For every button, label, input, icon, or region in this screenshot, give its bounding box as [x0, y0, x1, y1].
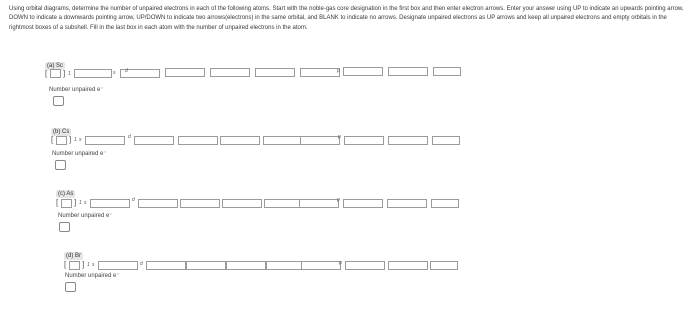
d-orbital-box-3[interactable]: [220, 136, 260, 145]
noble-gas-core-box[interactable]: [56, 136, 67, 145]
unpaired-label: Number unpaired e⁻: [65, 273, 120, 279]
d-orbital-box-5[interactable]: [300, 136, 340, 145]
s-orbital-box[interactable]: [85, 136, 125, 145]
p-orbital-box-1[interactable]: [344, 136, 384, 145]
d-orbital-box-1[interactable]: [138, 199, 178, 208]
unpaired-count-input[interactable]: [65, 282, 76, 292]
unpaired-count-input[interactable]: [55, 160, 66, 170]
d-orbital-box-3[interactable]: [226, 261, 266, 270]
close-bracket: ]: [63, 69, 66, 78]
s-orbital-box[interactable]: [90, 199, 130, 208]
p-orbital-box-2[interactable]: [388, 136, 428, 145]
core-bracket: [: [51, 135, 54, 144]
d-subshell-label: d: [128, 134, 131, 140]
s-number-label: 1: [87, 262, 90, 268]
instructions-text: Using orbital diagrams, determine the number of unpaired electrons in each of the following atoms. Start with the noble-gas core designation in the first box and then enter electron arrows. Enter your answer using UP to indicate an upwards pointing arrow, DOWN to indicate a downwards pointing arrow, UP/DOWN to indicate two arrows(electrons) in the same orbital, and BLANK to indicate no arrows. Designate unpaired electrons as UP arrows and keep all unpaired electrons and empty orbitals in the rightmost boxes of a subshell. Fill in the last box in each atom with the number of unpaired electrons in the atom.: [9, 6, 684, 31]
p-subshell-label: p: [337, 68, 340, 74]
d-orbital-box-5[interactable]: [301, 261, 341, 270]
core-bracket: [: [45, 69, 48, 78]
p-orbital-box-1[interactable]: [343, 199, 383, 208]
d-orbital-box-4[interactable]: [264, 199, 304, 208]
d-orbital-box-1[interactable]: [146, 261, 186, 270]
p-orbital-box-2[interactable]: [387, 199, 427, 208]
d-orbital-box-4[interactable]: [266, 261, 306, 270]
s-subshell-label: s: [92, 262, 95, 268]
unpaired-label: Number unpaired e⁻: [52, 151, 107, 157]
p-subshell-label: p: [339, 260, 342, 266]
noble-gas-core-box[interactable]: [61, 199, 72, 208]
unpaired-label: Number unpaired e⁻: [49, 87, 104, 93]
core-bracket: [: [56, 198, 59, 207]
p-orbital-box-3[interactable]: [431, 199, 459, 208]
s-number-label: 1: [79, 200, 82, 206]
part-label: (d) Br: [66, 253, 81, 259]
d-orbital-box-5[interactable]: [299, 199, 339, 208]
s-subshell-label: s: [113, 70, 116, 76]
part-label: (c) As: [58, 191, 74, 197]
d-orbital-box-2[interactable]: [180, 199, 220, 208]
part-label: (a) Sc: [47, 63, 64, 69]
close-bracket: ]: [69, 135, 72, 144]
p-orbital-box-2[interactable]: [388, 261, 428, 270]
s-subshell-label: s: [84, 200, 87, 206]
unpaired-count-input[interactable]: [53, 96, 64, 106]
d-orbital-box-2[interactable]: [178, 136, 218, 145]
d-subshell-label: d: [125, 68, 128, 74]
unpaired-label: Number unpaired e⁻: [58, 213, 113, 219]
d-orbital-box-3[interactable]: [222, 199, 262, 208]
p-subshell-label: p: [338, 134, 341, 140]
d-subshell-label: d: [132, 197, 135, 203]
s-number-label: 1: [74, 137, 77, 143]
s-orbital-box[interactable]: [98, 261, 138, 270]
s-number-label: 1: [68, 71, 71, 77]
p-orbital-box-3[interactable]: [430, 261, 458, 270]
p-orbital-box-3[interactable]: [432, 136, 460, 145]
p-orbital-box-1[interactable]: [345, 261, 385, 270]
d-orbital-box-4[interactable]: [263, 136, 303, 145]
d-subshell-label: d: [140, 261, 143, 267]
close-bracket: ]: [82, 260, 85, 269]
unpaired-count-input[interactable]: [59, 222, 70, 232]
d-orbital-box-1[interactable]: [134, 136, 174, 145]
noble-gas-core-box[interactable]: [69, 261, 80, 270]
p-subshell-label: p: [337, 197, 340, 203]
part-label: (b) Cs: [53, 129, 70, 135]
s-subshell-label: s: [79, 137, 82, 143]
d-orbital-box-2[interactable]: [186, 261, 226, 270]
core-bracket: [: [64, 260, 67, 269]
close-bracket: ]: [74, 198, 77, 207]
